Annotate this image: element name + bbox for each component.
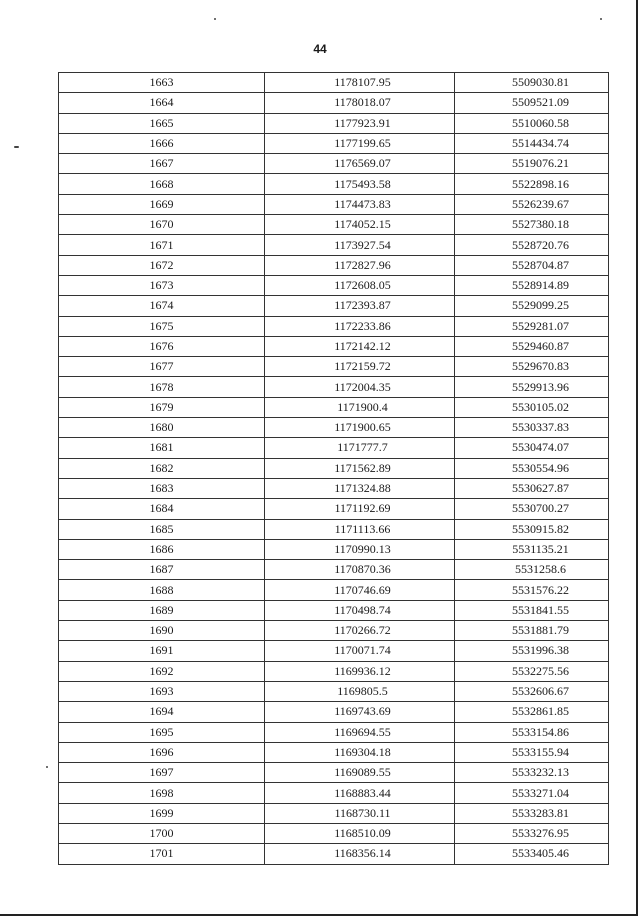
y-coordinate-cell: 5526239.67 bbox=[455, 194, 609, 214]
point-number-cell: 1678 bbox=[59, 377, 265, 397]
x-coordinate-cell: 1170071.74 bbox=[265, 641, 455, 661]
y-coordinate-cell: 5530105.02 bbox=[455, 397, 609, 417]
point-number-cell: 1695 bbox=[59, 722, 265, 742]
table-row bbox=[59, 316, 609, 336]
x-coordinate-cell: 1170870.36 bbox=[265, 560, 455, 580]
x-coordinate-cell: 1168883.44 bbox=[265, 783, 455, 803]
y-coordinate-cell: 5510060.58 bbox=[455, 113, 609, 133]
table-row bbox=[59, 478, 609, 498]
y-coordinate-cell: 5530627.87 bbox=[455, 478, 609, 498]
x-coordinate-cell: 1169694.55 bbox=[265, 722, 455, 742]
point-number-cell: 1682 bbox=[59, 458, 265, 478]
x-coordinate-cell: 1168356.14 bbox=[265, 844, 455, 864]
point-number-cell: 1663 bbox=[59, 73, 265, 93]
y-coordinate-cell: 5531996.38 bbox=[455, 641, 609, 661]
point-number-cell: 1689 bbox=[59, 600, 265, 620]
x-coordinate-cell: 1169743.69 bbox=[265, 702, 455, 722]
x-coordinate-cell: 1170990.13 bbox=[265, 539, 455, 559]
table-row bbox=[59, 763, 609, 783]
point-number-cell: 1669 bbox=[59, 194, 265, 214]
point-number-cell: 1681 bbox=[59, 438, 265, 458]
point-number-cell: 1668 bbox=[59, 174, 265, 194]
x-coordinate-cell: 1172004.35 bbox=[265, 377, 455, 397]
y-coordinate-cell: 5527380.18 bbox=[455, 215, 609, 235]
x-coordinate-cell: 1175493.58 bbox=[265, 174, 455, 194]
x-coordinate-cell: 1172393.87 bbox=[265, 296, 455, 316]
y-coordinate-cell: 5530554.96 bbox=[455, 458, 609, 478]
x-coordinate-cell: 1178107.95 bbox=[265, 73, 455, 93]
x-coordinate-cell: 1169936.12 bbox=[265, 661, 455, 681]
point-number-cell: 1680 bbox=[59, 418, 265, 438]
x-coordinate-cell: 1171900.65 bbox=[265, 418, 455, 438]
page-number: 44 bbox=[313, 42, 327, 56]
scan-speck bbox=[600, 18, 602, 20]
y-coordinate-cell: 5519076.21 bbox=[455, 154, 609, 174]
point-number-cell: 1688 bbox=[59, 580, 265, 600]
y-coordinate-cell: 5532606.67 bbox=[455, 681, 609, 701]
table-row bbox=[59, 702, 609, 722]
table-row bbox=[59, 133, 609, 153]
x-coordinate-cell: 1171777.7 bbox=[265, 438, 455, 458]
table-row bbox=[59, 194, 609, 214]
x-coordinate-cell: 1172233.86 bbox=[265, 316, 455, 336]
table-row bbox=[59, 641, 609, 661]
table-row bbox=[59, 661, 609, 681]
y-coordinate-cell: 5528704.87 bbox=[455, 255, 609, 275]
table-row bbox=[59, 742, 609, 762]
x-coordinate-cell: 1169304.18 bbox=[265, 742, 455, 762]
table-row bbox=[59, 722, 609, 742]
y-coordinate-cell: 5528720.76 bbox=[455, 235, 609, 255]
point-number-cell: 1672 bbox=[59, 255, 265, 275]
y-coordinate-cell: 5532861.85 bbox=[455, 702, 609, 722]
table-row bbox=[59, 438, 609, 458]
x-coordinate-cell: 1178018.07 bbox=[265, 93, 455, 113]
x-coordinate-cell: 1176569.07 bbox=[265, 154, 455, 174]
x-coordinate-cell: 1168510.09 bbox=[265, 823, 455, 843]
point-number-cell: 1675 bbox=[59, 316, 265, 336]
table-row bbox=[59, 580, 609, 600]
coordinates-table bbox=[58, 72, 609, 865]
table-row bbox=[59, 377, 609, 397]
y-coordinate-cell: 5529913.96 bbox=[455, 377, 609, 397]
x-coordinate-cell: 1171562.89 bbox=[265, 458, 455, 478]
table-row bbox=[59, 235, 609, 255]
y-coordinate-cell: 5533405.46 bbox=[455, 844, 609, 864]
y-coordinate-cell: 5533154.86 bbox=[455, 722, 609, 742]
point-number-cell: 1684 bbox=[59, 499, 265, 519]
point-number-cell: 1671 bbox=[59, 235, 265, 255]
table-row bbox=[59, 621, 609, 641]
y-coordinate-cell: 5533276.95 bbox=[455, 823, 609, 843]
point-number-cell: 1677 bbox=[59, 357, 265, 377]
x-coordinate-cell: 1171192.69 bbox=[265, 499, 455, 519]
x-coordinate-cell: 1174052.15 bbox=[265, 215, 455, 235]
point-number-cell: 1694 bbox=[59, 702, 265, 722]
x-coordinate-cell: 1169089.55 bbox=[265, 763, 455, 783]
point-number-cell: 1697 bbox=[59, 763, 265, 783]
y-coordinate-cell: 5530915.82 bbox=[455, 519, 609, 539]
point-number-cell: 1685 bbox=[59, 519, 265, 539]
point-number-cell: 1667 bbox=[59, 154, 265, 174]
y-coordinate-cell: 5530337.83 bbox=[455, 418, 609, 438]
x-coordinate-cell: 1170266.72 bbox=[265, 621, 455, 641]
x-coordinate-cell: 1170746.69 bbox=[265, 580, 455, 600]
coordinates-table-body bbox=[59, 73, 609, 865]
y-coordinate-cell: 5531135.21 bbox=[455, 539, 609, 559]
x-coordinate-cell: 1174473.83 bbox=[265, 194, 455, 214]
point-number-cell: 1666 bbox=[59, 133, 265, 153]
y-coordinate-cell: 5533283.81 bbox=[455, 803, 609, 823]
table-row bbox=[59, 174, 609, 194]
table-row bbox=[59, 215, 609, 235]
y-coordinate-cell: 5514434.74 bbox=[455, 133, 609, 153]
table-row bbox=[59, 336, 609, 356]
y-coordinate-cell: 5532275.56 bbox=[455, 661, 609, 681]
point-number-cell: 1673 bbox=[59, 275, 265, 295]
y-coordinate-cell: 5530700.27 bbox=[455, 499, 609, 519]
table-row bbox=[59, 154, 609, 174]
x-coordinate-cell: 1171900.4 bbox=[265, 397, 455, 417]
point-number-cell: 1679 bbox=[59, 397, 265, 417]
point-number-cell: 1700 bbox=[59, 823, 265, 843]
point-number-cell: 1691 bbox=[59, 641, 265, 661]
table-row bbox=[59, 73, 609, 93]
y-coordinate-cell: 5530474.07 bbox=[455, 438, 609, 458]
x-coordinate-cell: 1172827.96 bbox=[265, 255, 455, 275]
y-coordinate-cell: 5529281.07 bbox=[455, 316, 609, 336]
table-row bbox=[59, 823, 609, 843]
table-row bbox=[59, 844, 609, 864]
point-number-cell: 1701 bbox=[59, 844, 265, 864]
y-coordinate-cell: 5533232.13 bbox=[455, 763, 609, 783]
point-number-cell: 1698 bbox=[59, 783, 265, 803]
table-row bbox=[59, 296, 609, 316]
x-coordinate-cell: 1172159.72 bbox=[265, 357, 455, 377]
y-coordinate-cell: 5509521.09 bbox=[455, 93, 609, 113]
table-row bbox=[59, 783, 609, 803]
point-number-cell: 1670 bbox=[59, 215, 265, 235]
table-row bbox=[59, 357, 609, 377]
table-row bbox=[59, 519, 609, 539]
point-number-cell: 1683 bbox=[59, 478, 265, 498]
scan-speck bbox=[14, 146, 19, 148]
x-coordinate-cell: 1173927.54 bbox=[265, 235, 455, 255]
table-row bbox=[59, 803, 609, 823]
y-coordinate-cell: 5531881.79 bbox=[455, 621, 609, 641]
point-number-cell: 1693 bbox=[59, 681, 265, 701]
table-row bbox=[59, 539, 609, 559]
point-number-cell: 1692 bbox=[59, 661, 265, 681]
table-row bbox=[59, 397, 609, 417]
x-coordinate-cell: 1177199.65 bbox=[265, 133, 455, 153]
scan-speck bbox=[46, 766, 48, 768]
point-number-cell: 1686 bbox=[59, 539, 265, 559]
y-coordinate-cell: 5529670.83 bbox=[455, 357, 609, 377]
x-coordinate-cell: 1177923.91 bbox=[265, 113, 455, 133]
table-row bbox=[59, 681, 609, 701]
table-row bbox=[59, 600, 609, 620]
table-row bbox=[59, 113, 609, 133]
x-coordinate-cell: 1169805.5 bbox=[265, 681, 455, 701]
y-coordinate-cell: 5509030.81 bbox=[455, 73, 609, 93]
y-coordinate-cell: 5533271.04 bbox=[455, 783, 609, 803]
table-row bbox=[59, 499, 609, 519]
y-coordinate-cell: 5533155.94 bbox=[455, 742, 609, 762]
table-row bbox=[59, 560, 609, 580]
x-coordinate-cell: 1168730.11 bbox=[265, 803, 455, 823]
x-coordinate-cell: 1172142.12 bbox=[265, 336, 455, 356]
point-number-cell: 1674 bbox=[59, 296, 265, 316]
y-coordinate-cell: 5531576.22 bbox=[455, 580, 609, 600]
y-coordinate-cell: 5531841.55 bbox=[455, 600, 609, 620]
y-coordinate-cell: 5528914.89 bbox=[455, 275, 609, 295]
x-coordinate-cell: 1172608.05 bbox=[265, 275, 455, 295]
table-row bbox=[59, 255, 609, 275]
point-number-cell: 1690 bbox=[59, 621, 265, 641]
x-coordinate-cell: 1171324.88 bbox=[265, 478, 455, 498]
table-row bbox=[59, 418, 609, 438]
point-number-cell: 1665 bbox=[59, 113, 265, 133]
point-number-cell: 1687 bbox=[59, 560, 265, 580]
x-coordinate-cell: 1171113.66 bbox=[265, 519, 455, 539]
y-coordinate-cell: 5529099.25 bbox=[455, 296, 609, 316]
table-row bbox=[59, 275, 609, 295]
point-number-cell: 1696 bbox=[59, 742, 265, 762]
x-coordinate-cell: 1170498.74 bbox=[265, 600, 455, 620]
table-row bbox=[59, 458, 609, 478]
y-coordinate-cell: 5531258.6 bbox=[455, 560, 609, 580]
scan-speck bbox=[214, 18, 216, 20]
point-number-cell: 1664 bbox=[59, 93, 265, 113]
y-coordinate-cell: 5529460.87 bbox=[455, 336, 609, 356]
point-number-cell: 1676 bbox=[59, 336, 265, 356]
point-number-cell: 1699 bbox=[59, 803, 265, 823]
table-row bbox=[59, 93, 609, 113]
y-coordinate-cell: 5522898.16 bbox=[455, 174, 609, 194]
